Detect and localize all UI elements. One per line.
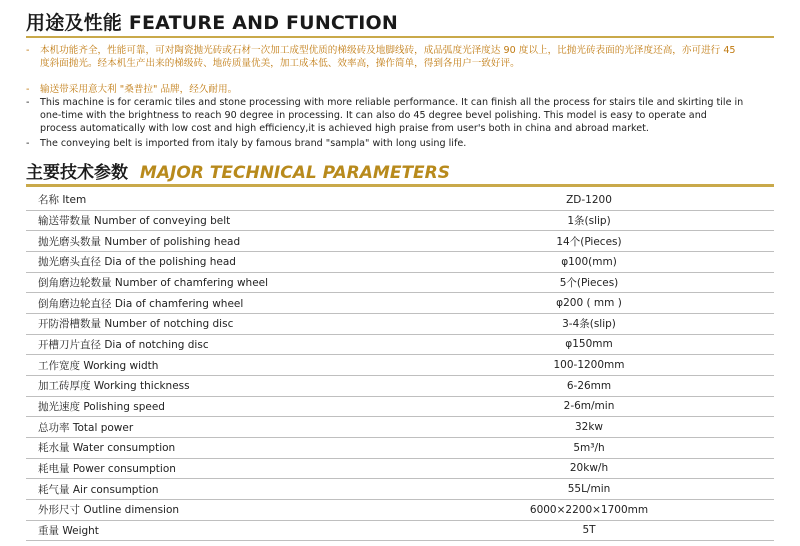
parameter-value: 32kw	[404, 417, 774, 438]
table-row	[26, 293, 774, 314]
parameter-name: 耗电量 Power consumption	[26, 458, 404, 479]
table-row	[26, 355, 774, 376]
parameter-value: 5m³/h	[404, 437, 774, 458]
table-row	[26, 231, 774, 252]
parameter-value: 20kw/h	[404, 458, 774, 479]
parameter-value: 14个(Pieces)	[404, 231, 774, 252]
table-row	[26, 479, 774, 500]
parameter-value: φ200 ( mm )	[404, 293, 774, 314]
table-row	[26, 272, 774, 293]
parameter-value: φ150mm	[404, 334, 774, 355]
bullet-dash: -	[26, 138, 30, 149]
table-row	[26, 417, 774, 438]
parameter-name: 重量 Weight	[26, 520, 404, 541]
parameter-name: 开防滑槽数量 Number of notching disc	[26, 313, 404, 334]
parameters-heading-cn: 主要技术参数	[26, 163, 128, 183]
parameter-value: 5T	[404, 520, 774, 541]
parameter-name: 抛光磨头直径 Dia of the polishing head	[26, 251, 404, 272]
table-row	[26, 458, 774, 479]
parameter-value: 3-4条(slip)	[404, 313, 774, 334]
table-row	[26, 313, 774, 334]
feature-item	[26, 83, 746, 96]
parameter-value: 5个(Pieces)	[404, 272, 774, 293]
parameter-value: 100-1200mm	[404, 355, 774, 376]
table-row	[26, 396, 774, 417]
table-row	[26, 210, 774, 231]
table-row	[26, 334, 774, 355]
parameter-name: 工作宽度 Working width	[26, 355, 404, 376]
parameter-name: 倒角磨边轮数量 Number of chamfering wheel	[26, 272, 404, 293]
feature-item	[26, 44, 746, 70]
parameters-table	[26, 190, 774, 541]
feature-item	[26, 137, 746, 150]
parameter-name: 输送带数量 Number of conveying belt	[26, 210, 404, 231]
parameters-heading	[26, 158, 450, 183]
feature-text: The conveying belt is imported from italy by famous brand "sampla" with long using life.	[40, 138, 467, 149]
feature-text: 输送带采用意大利 "桑普拉" 品牌，经久耐用。	[40, 84, 238, 95]
parameter-name: 总功率 Total power	[26, 417, 404, 438]
parameter-name: 抛光速度 Polishing speed	[26, 396, 404, 417]
table-row	[26, 190, 774, 210]
parameters-heading-en: MAJOR TECHNICAL PARAMETERS	[139, 163, 451, 183]
parameter-value: 6000×2200×1700mm	[404, 499, 774, 520]
parameter-value: ZD-1200	[404, 190, 774, 210]
table-row	[26, 520, 774, 541]
parameter-name: 开槽刀片直径 Dia of notching disc	[26, 334, 404, 355]
parameter-name: 抛光磨头数量 Number of polishing head	[26, 231, 404, 252]
parameter-value: 6-26mm	[404, 375, 774, 396]
table-row	[26, 375, 774, 396]
parameter-name: 耗水量 Water consumption	[26, 437, 404, 458]
bullet-dash: -	[26, 84, 30, 95]
parameter-name: 倒角磨边轮直径 Dia of chamfering wheel	[26, 293, 404, 314]
parameter-value: 1条(slip)	[404, 210, 774, 231]
parameter-value: φ100(mm)	[404, 251, 774, 272]
feature-heading: 用途及性能 FEATURE AND FUNCTION	[26, 12, 398, 34]
parameters-divider	[26, 184, 774, 187]
table-row	[26, 251, 774, 272]
feature-text: This machine is for ceramic tiles and stone processing with more reliable performance. It can finish all the process for stairs tile and skirting tile in one-time with the brightness to reach 90 degree in processing. It can also do 45 degree bevel polishing. This model is easy to operate and process automatically with low cost and high efficiency,it is achieved high praise from user's both in china and abroad market.	[40, 97, 744, 134]
parameter-value: 2-6m/min	[404, 396, 774, 417]
table-row	[26, 499, 774, 520]
bullet-dash: -	[26, 45, 30, 56]
table-row	[26, 437, 774, 458]
heading-divider	[26, 36, 774, 38]
parameter-name: 外形尺寸 Outline dimension	[26, 499, 404, 520]
parameter-name: 耗气量 Air consumption	[26, 479, 404, 500]
feature-text: 本机功能齐全，性能可靠，可对陶瓷抛光砖或石材一次加工成型优质的梯级砖及地脚线砖，成品弧度光泽度达 90 度以上，比抛光砖表面的光泽度还高，亦可进行 45 度斜面抛光。经本机生产出来的梯级砖、地砖质量优美，加工成本低、效率高，操作简单，得到各用户一致好评。	[40, 45, 736, 69]
feature-item	[26, 96, 746, 135]
parameter-name: 加工砖厚度 Working thickness	[26, 375, 404, 396]
parameter-value: 55L/min	[404, 479, 774, 500]
bullet-dash: -	[26, 97, 30, 108]
parameter-name: 名称 Item	[26, 190, 404, 210]
